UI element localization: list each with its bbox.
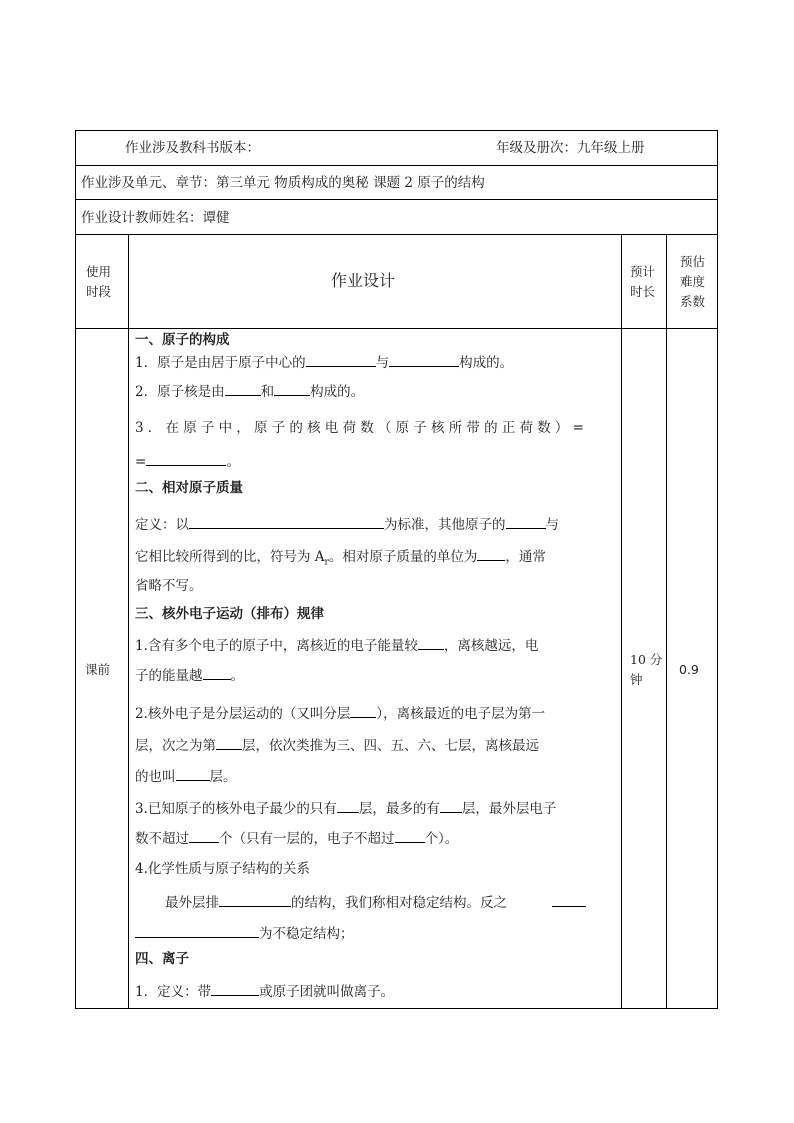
col-duration-header-2: 时长: [630, 284, 656, 299]
s3-question-2-line-1: [135, 704, 545, 722]
question-text: 构成的。: [459, 355, 514, 371]
s4-definition: [135, 982, 394, 1000]
blank-line: [306, 353, 376, 367]
blank-line: [146, 452, 226, 466]
unit-chapter-label: 作业涉及单元、章节：第三单元 物质构成的奥秘 课题 2 原子的结构: [81, 175, 485, 191]
blank-line: [219, 893, 291, 907]
question-text: 。: [226, 454, 240, 470]
question-text: 层，最多的有: [358, 801, 440, 817]
question-text: 3．在原子中，原子的核电荷数（原子核所带的正荷数）=: [135, 420, 589, 436]
table-rule: [76, 199, 717, 200]
s2-definition-line-2: [135, 547, 546, 571]
question-text: 和: [260, 384, 275, 400]
col-difficulty-header-3: 系数: [680, 294, 706, 309]
section-4-title: 四、离子: [135, 951, 189, 967]
blank-line: [477, 547, 505, 561]
s3-question-3-line-2: [135, 829, 458, 847]
blank-line: [211, 982, 259, 996]
s3-question-4-title: 4.化学性质与原子结构的关系: [135, 861, 310, 877]
question-text: 为不稳定结构；: [259, 926, 354, 942]
question-text: 定义：以: [135, 517, 189, 533]
blank-line: [395, 829, 425, 843]
col-difficulty-header-1: 预估: [680, 254, 706, 269]
col-difficulty-header-2: 难度: [680, 274, 706, 289]
question-text: 个）。: [424, 831, 459, 847]
question-text: 1．原子是由居于原子中心的: [135, 355, 306, 371]
question-text: 2.核外电子是分层运动的（又叫分层: [135, 706, 351, 722]
question-text: ，离核越远，电: [443, 638, 539, 654]
s3-question-4-line-1: [165, 893, 507, 911]
question-text: ，通常: [505, 549, 546, 565]
col-period-header-1: 使用: [86, 264, 112, 279]
question-text: =: [135, 454, 147, 470]
s1-question-1: [135, 353, 513, 371]
blank-line: [418, 636, 444, 650]
question-text: 3.已知原子的核外电子最少的只有: [135, 801, 337, 817]
question-text: 2．原子核是由: [135, 384, 225, 400]
question-text: 子的能量越: [135, 668, 203, 684]
question-text: 1．定义：带: [135, 984, 212, 1000]
blank-line: [350, 704, 376, 718]
col-duration-header-1: 预计: [630, 264, 656, 279]
question-text: 数不超过: [135, 831, 189, 847]
question-text: 1.含有多个电子的原子中，离核近的电子能量较: [135, 638, 418, 654]
blank-line: [440, 799, 462, 813]
blank-line: [203, 666, 231, 680]
col-design-header: 作业设计: [331, 271, 396, 290]
textbook-version-label: 作业涉及教科书版本：: [125, 140, 260, 156]
s2-definition-line-1: [135, 515, 559, 533]
question-text: 。: [230, 668, 244, 684]
question-text: 最外层排: [165, 895, 219, 911]
question-text: 构成的。: [310, 384, 365, 400]
period-value: 课前: [85, 662, 111, 677]
blank-line: [506, 515, 546, 529]
grade-label: 年级及册次：九年级上册: [496, 140, 645, 156]
question-text: 层，次之为第: [135, 738, 216, 754]
blank-line: [389, 353, 459, 367]
question-text: 为标准，其他原子的: [384, 517, 506, 533]
question-text: 的也叫: [135, 769, 176, 785]
subscript: r: [324, 557, 329, 568]
blank-line: [189, 829, 219, 843]
question-text: 。相对原子质量的单位为: [328, 549, 478, 565]
blank-line: [337, 799, 359, 813]
question-text: 它相比较所得到的比，符号为 A: [135, 549, 325, 565]
blank-line: [216, 736, 242, 750]
question-text: 层。: [209, 769, 237, 785]
s1-question-3-line-2: [135, 452, 240, 470]
section-1-title: 一、原子的构成: [135, 332, 230, 348]
duration-value-1: 10 分: [630, 652, 663, 667]
s3-question-2-line-3: [135, 767, 237, 785]
duration-value-2: 钟: [630, 672, 643, 687]
section-2-title: 二、相对原子质量: [135, 480, 243, 496]
question-text: ），离核最近的电子层为第一: [376, 706, 546, 722]
table-rule: [666, 234, 667, 1008]
blank-line: [552, 893, 586, 907]
blank-line: [176, 767, 210, 781]
blank-line: [274, 382, 310, 396]
s3-question-2-line-2: [135, 736, 539, 754]
table-rule: [621, 234, 622, 1008]
s3-question-1-line-1: [135, 636, 538, 654]
s2-definition-line-3: 省略不写。: [135, 578, 203, 594]
question-text: 层，依次类推为三、四、五、六、七层，离核最远: [242, 738, 539, 754]
s3-question-3-line-1: [135, 799, 556, 817]
col-period-header-2: 时段: [86, 284, 112, 299]
blank-line: [225, 382, 261, 396]
s1-question-3-line-1: [135, 420, 588, 436]
question-text: 层，最外层电子: [461, 801, 557, 817]
s1-question-2: [135, 382, 364, 400]
blank-line: [189, 515, 384, 529]
question-text: 的结构，我们称相对稳定结构。反之: [291, 895, 507, 911]
question-text: 与: [545, 517, 559, 533]
section-3-title: 三、核外电子运动（排布）规律: [135, 606, 324, 622]
question-text: 个（只有一层的，电子不超过: [219, 831, 395, 847]
blank-line: [135, 924, 259, 938]
question-text: 与: [375, 355, 390, 371]
s3-question-4-line-2: [135, 924, 354, 942]
question-text: 或原子团就叫做离子。: [259, 984, 395, 1000]
difficulty-value: 0.9: [679, 662, 699, 677]
table-rule: [128, 234, 129, 1008]
s3-question-1-line-2: [135, 666, 244, 684]
teacher-name-label: 作业设计教师姓名：谭健: [81, 210, 230, 226]
table-rule: [76, 165, 717, 166]
